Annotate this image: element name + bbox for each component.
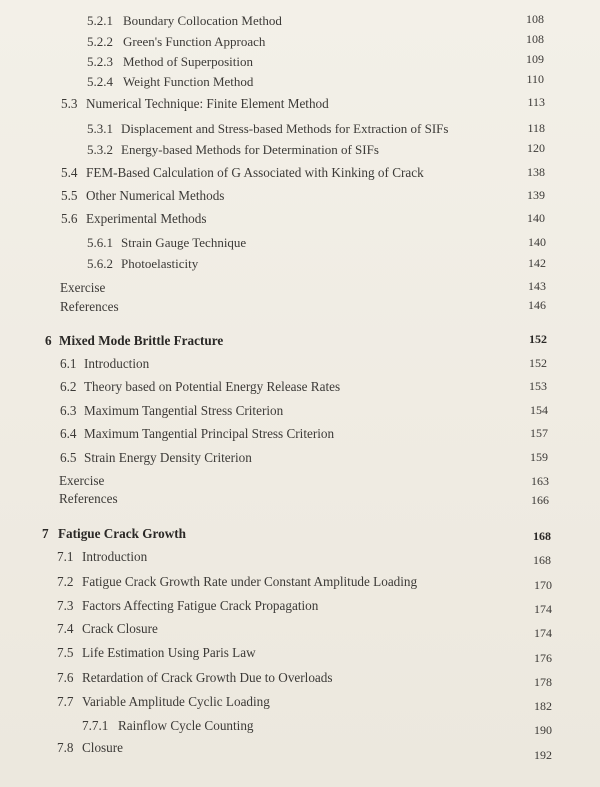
toc-entry-page: 153 — [529, 379, 547, 393]
toc-entry — [87, 256, 198, 272]
toc-entry-title: Energy-based Methods for Determination of SIFs — [121, 142, 379, 157]
toc-entry-page: 170 — [534, 578, 552, 592]
toc-entry-page: 159 — [530, 450, 548, 464]
toc-chapter-page: 168 — [533, 529, 551, 543]
toc-entry-title: Introduction — [84, 356, 150, 371]
toc-entry-page: 120 — [527, 141, 545, 155]
toc-entry-title: Introduction — [82, 549, 148, 564]
toc-entry-title: Factors Affecting Fatigue Crack Propagation — [82, 598, 319, 613]
toc-chapter — [42, 526, 186, 542]
toc-entry-page: 138 — [527, 165, 545, 179]
toc-entry-title: Theory based on Potential Energy Release Rates — [84, 379, 341, 394]
toc-entry-title: Variable Amplitude Cyclic Loading — [82, 694, 270, 709]
toc-entry — [82, 718, 254, 734]
toc-chapter-number: 7 — [42, 526, 49, 541]
toc-entry-page: 154 — [530, 403, 548, 417]
toc-entry — [87, 74, 253, 90]
toc-entry-number: 6.2 — [60, 379, 77, 394]
toc-entry-title: Life Estimation Using Paris Law — [82, 645, 256, 660]
toc-entry-page: 166 — [531, 493, 549, 507]
toc-entry — [60, 403, 283, 419]
toc-entry-page: 163 — [531, 474, 549, 488]
toc-entry — [60, 379, 340, 395]
toc-entry-page: 178 — [534, 675, 552, 689]
toc-chapter — [45, 333, 223, 349]
toc-entry-page: 176 — [534, 651, 552, 665]
toc-entry-page: 190 — [534, 723, 552, 737]
toc-entry-number: 7.4 — [57, 621, 74, 636]
toc-entry — [60, 450, 252, 466]
toc-entry — [87, 54, 253, 70]
toc-entry — [87, 235, 246, 251]
toc-entry-title: Boundary Collocation Method — [123, 13, 282, 28]
toc-entry-title: References — [60, 299, 119, 314]
toc-entry — [87, 142, 379, 158]
toc-entry-title: Photoelasticity — [121, 256, 199, 271]
toc-entry-page: 139 — [527, 188, 545, 202]
toc-entry-number: 7.7 — [57, 694, 74, 709]
toc-entry — [61, 96, 329, 112]
toc-entry — [57, 694, 270, 710]
toc-chapter-title: Mixed Mode Brittle Fracture — [59, 333, 224, 348]
toc-entry-number: 5.2.3 — [87, 54, 113, 69]
toc-entry-number: 6.5 — [60, 450, 77, 465]
toc-entry-number: 7.7.1 — [82, 718, 109, 733]
toc-entry — [87, 34, 265, 50]
toc-entry-page: 168 — [533, 553, 551, 567]
toc-entry-page: 140 — [528, 235, 546, 249]
toc-entry-page: 108 — [526, 32, 544, 46]
toc-entry — [60, 280, 105, 296]
toc-entry-page: 118 — [527, 121, 545, 135]
toc-entry-number: 5.5 — [61, 188, 78, 203]
toc-entry-page: 110 — [526, 72, 544, 86]
toc-entry-title: Crack Closure — [82, 621, 158, 636]
toc-entry-title: FEM-Based Calculation of G Associated with Kinking of Crack — [86, 165, 424, 180]
toc-entry-number: 7.3 — [57, 598, 74, 613]
toc-entry-title: Exercise — [60, 280, 106, 295]
toc-chapter-number: 6 — [45, 333, 52, 348]
toc-entry-page: 142 — [528, 256, 546, 270]
toc-entry — [60, 299, 119, 315]
toc-entry-title: Strain Gauge Technique — [121, 235, 247, 250]
toc-entry-number: 5.3 — [61, 96, 78, 111]
toc-entry — [57, 598, 318, 614]
toc-entry-number: 5.4 — [61, 165, 78, 180]
toc-entry-title: Green's Function Approach — [123, 34, 266, 49]
toc-entry-page: 140 — [527, 211, 545, 225]
toc-entry — [61, 165, 424, 181]
toc-entry — [57, 740, 123, 756]
toc-entry-title: Maximum Tangential Principal Stress Criterion — [84, 426, 335, 441]
toc-entry-page: 157 — [530, 426, 548, 440]
toc-entry — [61, 211, 207, 227]
toc-entry-page: 174 — [534, 602, 552, 616]
toc-entry-number: 7.1 — [57, 549, 74, 564]
toc-entry-number: 5.6 — [61, 211, 78, 226]
toc-entry — [57, 670, 333, 686]
toc-entry-page: 152 — [529, 356, 547, 370]
toc-entry-title: Numerical Technique: Finite Element Method — [86, 96, 329, 111]
toc-entry-title: Displacement and Stress-based Methods for Extraction of SIFs — [121, 121, 449, 136]
toc-entry-page: 192 — [534, 748, 552, 762]
toc-entry — [59, 491, 118, 507]
toc-entry-title: Strain Energy Density Criterion — [84, 450, 252, 465]
toc-entry-number: 7.6 — [57, 670, 74, 685]
toc-entry-page: 108 — [526, 12, 544, 26]
toc-entry-title: Closure — [82, 740, 124, 755]
toc-entry — [57, 621, 158, 637]
toc-entry — [57, 645, 256, 661]
toc-entry-number: 6.4 — [60, 426, 77, 441]
toc-entry-title: Other Numerical Methods — [86, 188, 225, 203]
toc-entry-title: Fatigue Crack Growth Rate under Constant Amplitude Loading — [82, 574, 418, 589]
toc-chapter-page: 152 — [529, 332, 547, 346]
toc-entry-page: 143 — [528, 279, 546, 293]
toc-entry-number: 6.1 — [60, 356, 77, 371]
toc-entry — [60, 426, 334, 442]
toc-entry-title: Experimental Methods — [86, 211, 207, 226]
toc-entry — [60, 356, 149, 372]
toc-entry-page: 182 — [534, 699, 552, 713]
toc-entry-number: 5.3.2 — [87, 142, 113, 157]
toc-chapter-title: Fatigue Crack Growth — [58, 526, 186, 541]
toc-entry-number: 5.6.1 — [87, 235, 113, 250]
toc-entry — [61, 188, 224, 204]
toc-entry-title: Weight Function Method — [123, 74, 254, 89]
toc-entry-number: 5.6.2 — [87, 256, 113, 271]
toc-entry-title: Exercise — [59, 473, 105, 488]
toc-entry-page: 174 — [534, 626, 552, 640]
toc-entry-number: 6.3 — [60, 403, 77, 418]
toc-entry-number: 5.2.2 — [87, 34, 113, 49]
toc-entry-page: 109 — [526, 52, 544, 66]
toc-entry-number: 5.2.4 — [87, 74, 113, 89]
toc-entry-page: 113 — [527, 95, 545, 109]
toc-entry-title: Method of Superposition — [123, 54, 253, 69]
toc-entry-number: 7.2 — [57, 574, 74, 589]
toc-entry-title: References — [59, 491, 118, 506]
toc-entry — [59, 473, 104, 489]
toc-entry — [57, 549, 147, 565]
toc-entry-number: 5.3.1 — [87, 121, 113, 136]
toc-entry-title: Retardation of Crack Growth Due to Overloads — [82, 670, 333, 685]
toc-entry — [87, 13, 282, 29]
toc-entry-title: Rainflow Cycle Counting — [118, 718, 254, 733]
toc-entry-title: Maximum Tangential Stress Criterion — [84, 403, 284, 418]
toc-entry-number: 5.2.1 — [87, 13, 113, 28]
toc-entry-number: 7.5 — [57, 645, 74, 660]
toc-entry — [57, 574, 417, 590]
toc-entry-page: 146 — [528, 298, 546, 312]
toc-entry-number: 7.8 — [57, 740, 74, 755]
toc-entry — [87, 121, 448, 137]
